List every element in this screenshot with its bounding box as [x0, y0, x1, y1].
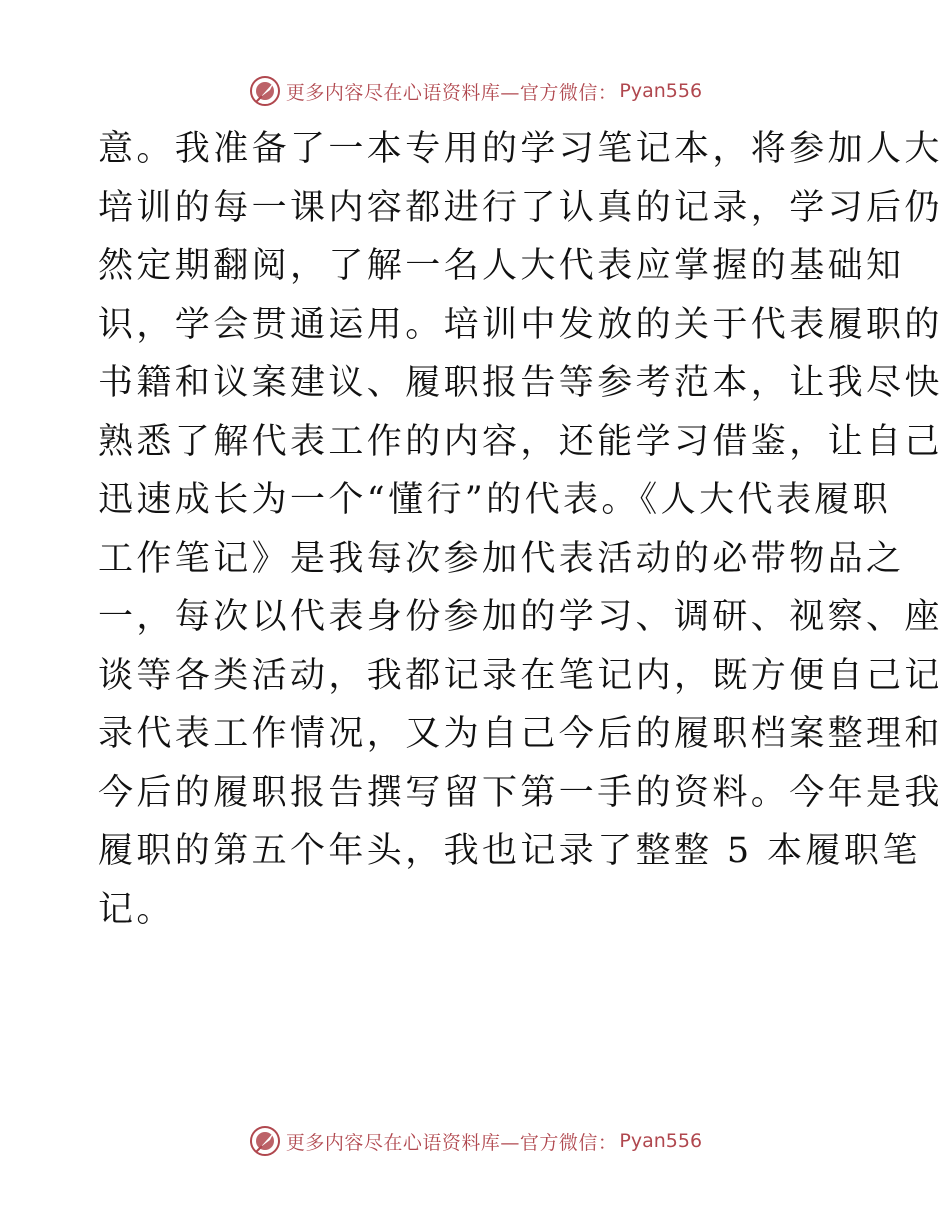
- text-line: 谈等各类活动，我都记录在笔记内，既方便自己记: [98, 655, 943, 696]
- footer-watermark-id: Pyan556: [619, 1130, 703, 1152]
- document-body: [98, 120, 943, 939]
- footer-watermark: [0, 1121, 950, 1161]
- text-line: 履职的第五个年头，我也记录了整整 5 本履职笔: [98, 831, 921, 871]
- text-line: 识，学会贯通运用。培训中发放的关于代表履职的: [98, 304, 943, 345]
- text-line: 记。: [98, 889, 175, 930]
- text-line: 熟悉了解代表工作的内容，还能学习借鉴，让自己: [98, 421, 943, 462]
- text-line: 今后的履职报告撰写留下第一手的资料。今年是我: [98, 772, 943, 813]
- text-line: 一，每次以代表身份参加的学习、调研、视察、座: [98, 597, 943, 637]
- footer-watermark-text: 更多内容尽在心语资料库—官方微信：: [285, 1131, 618, 1154]
- text-line: 书籍和议案建议、履职报告等参考范本，让我尽快: [98, 363, 943, 403]
- text-line: 然定期翻阅，了解一名人大代表应掌握的基础知: [98, 246, 905, 286]
- quill-logo-icon: [248, 74, 282, 108]
- quill-logo-icon: [248, 1124, 282, 1158]
- text-line: 迅速成长为一个“懂行”的代表。《人大代表履职: [98, 480, 892, 520]
- header-watermark: [0, 71, 950, 111]
- text-line: 意。我准备了一本专用的学习笔记本，将参加人大: [98, 129, 943, 169]
- text-line: 录代表工作情况，又为自己今后的履职档案整理和: [98, 714, 943, 754]
- text-line: 工作笔记》是我每次参加代表活动的必带物品之: [98, 538, 905, 579]
- header-watermark-id: Pyan556: [619, 80, 703, 102]
- header-watermark-text: 更多内容尽在心语资料库—官方微信：: [285, 81, 618, 104]
- text-line: 培训的每一课内容都进行了认真的记录，学习后仍: [98, 187, 943, 228]
